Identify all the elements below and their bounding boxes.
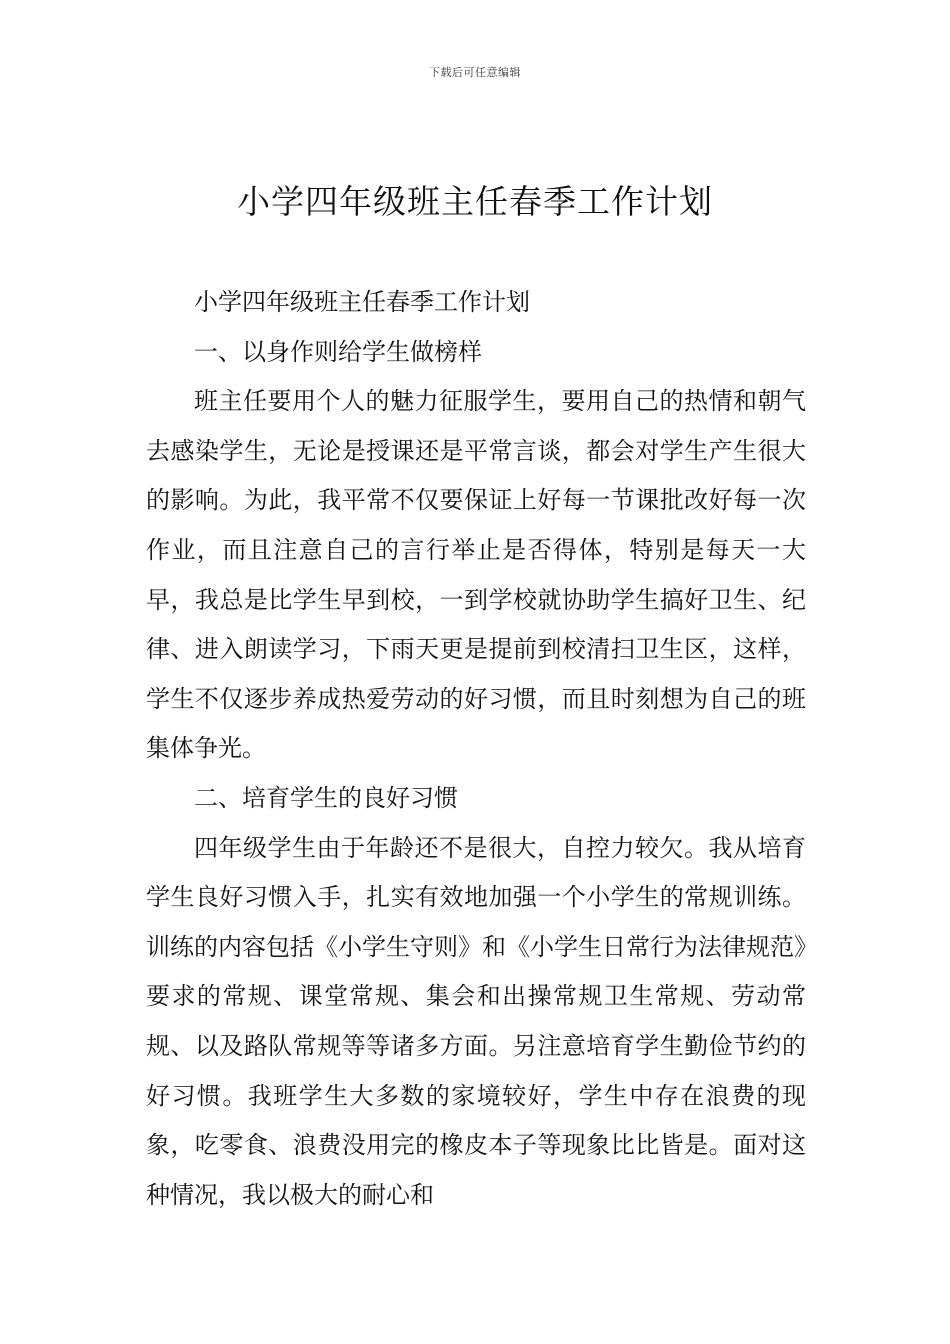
header-note: 下载后可任意编辑 bbox=[429, 66, 521, 79]
paragraph-subtitle: 小学四年级班主任春季工作计划 bbox=[194, 288, 530, 316]
paragraph: 班主任要用个人的魅力征服学生，要用自己的热情和朝气去感染学生，无论是授课还是平常言谈，都会对学生产生很大的影响。为此，我平常不仅要保证上好每一节课批改好每一次作业，而且注意自己的言行举止是否得体，特别是每天一大早，我总是比学生早到校，一到学校就协助学生搞好卫生、纪律、进入朗读学习，下雨天更是提前到校清扫卫生区，这样，学生不仅逐步养成热爱劳动的好习惯，而且时刻想为自己的班集体争光。 bbox=[146, 387, 806, 763]
paragraph: 四年级学生由于年龄还不是很大，自控力较欠。我从培育学生良好习惯入手，扎实有效地加强一个小学生的常规训练。训练的内容包括《小学生守则》和《小学生日常行为法律规范》要求的常规、课堂常规、集会和出操常规卫生常规、劳动常规、以及路队常规等等诸多方面。另注意培育学生勤俭节约的好习惯。我班学生大多数的家境较好，学生中存在浪费的现象，吃零食、浪费没用完的橡皮本子等现象比比皆是。面对这种情况，我以极大的耐心和 bbox=[146, 833, 806, 1209]
section-heading-1: 一、以身作则给学生做榜样 bbox=[194, 337, 482, 366]
document-body bbox=[146, 278, 806, 1220]
document-title: 小学四年级班主任春季工作计划 bbox=[237, 182, 713, 221]
section-heading-2: 二、培育学生的良好习惯 bbox=[194, 783, 458, 812]
